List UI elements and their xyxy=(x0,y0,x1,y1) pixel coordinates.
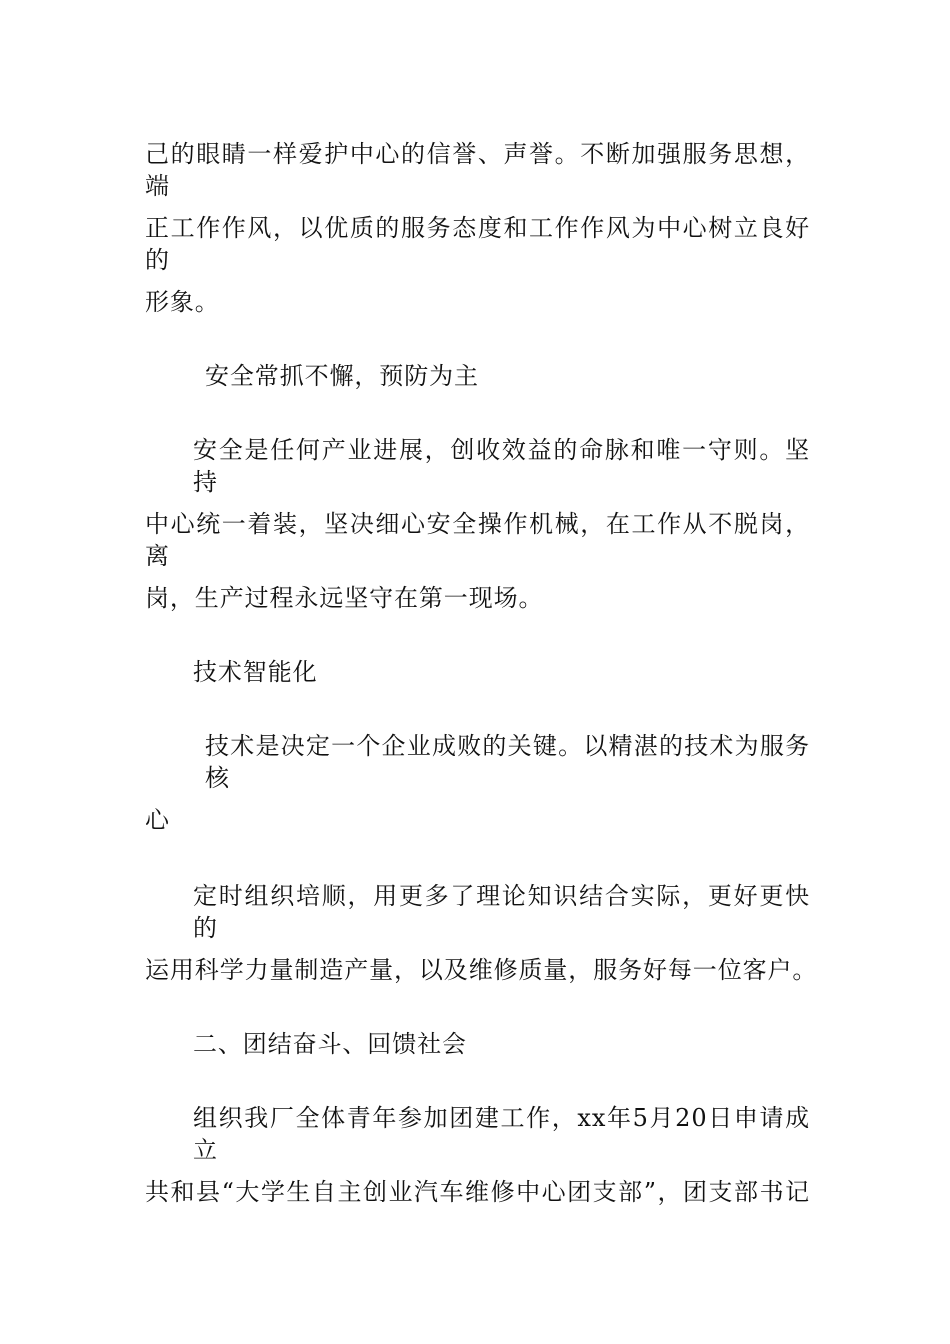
text-line: 心 xyxy=(145,806,170,834)
text-line: 运用科学力量制造产量，以及维修质量，服务好每一位客户。 xyxy=(145,956,818,984)
text-line: 安全是任何产业进展，创收效益的命脉和唯一守则。坚持 xyxy=(193,436,810,496)
section-heading: 技术智能化 xyxy=(193,658,318,686)
text-line: 定时组织培顺，用更多了理论知识结合实际，更好更快的 xyxy=(193,882,810,942)
text-line: 形象。 xyxy=(145,288,220,316)
section-heading: 安全常抓不懈，预防为主 xyxy=(205,362,479,390)
text-line: 己的眼睛一样爱护中心的信誉、声誉。不断加强服务思想，端 xyxy=(145,140,810,200)
text-line: 共和县“大学生自主创业汽车维修中心团支部”，团支部书记 xyxy=(145,1178,810,1206)
text-line: 组织我厂全体青年参加团建工作，xx年5月20日申请成立 xyxy=(193,1104,810,1164)
text-line: 技术是决定一个企业成败的关键。以精湛的技术为服务核 xyxy=(205,732,810,792)
text-line: 岗，生产过程永远坚守在第一现场。 xyxy=(145,584,544,612)
section-heading: 二、团结奋斗、回馈社会 xyxy=(193,1030,467,1058)
text-line: 中心统一着装，坚决细心安全操作机械，在工作从不脱岗，离 xyxy=(145,510,810,570)
text-line: 正工作作风，以优质的服务态度和工作作风为中心树立良好的 xyxy=(145,214,810,274)
